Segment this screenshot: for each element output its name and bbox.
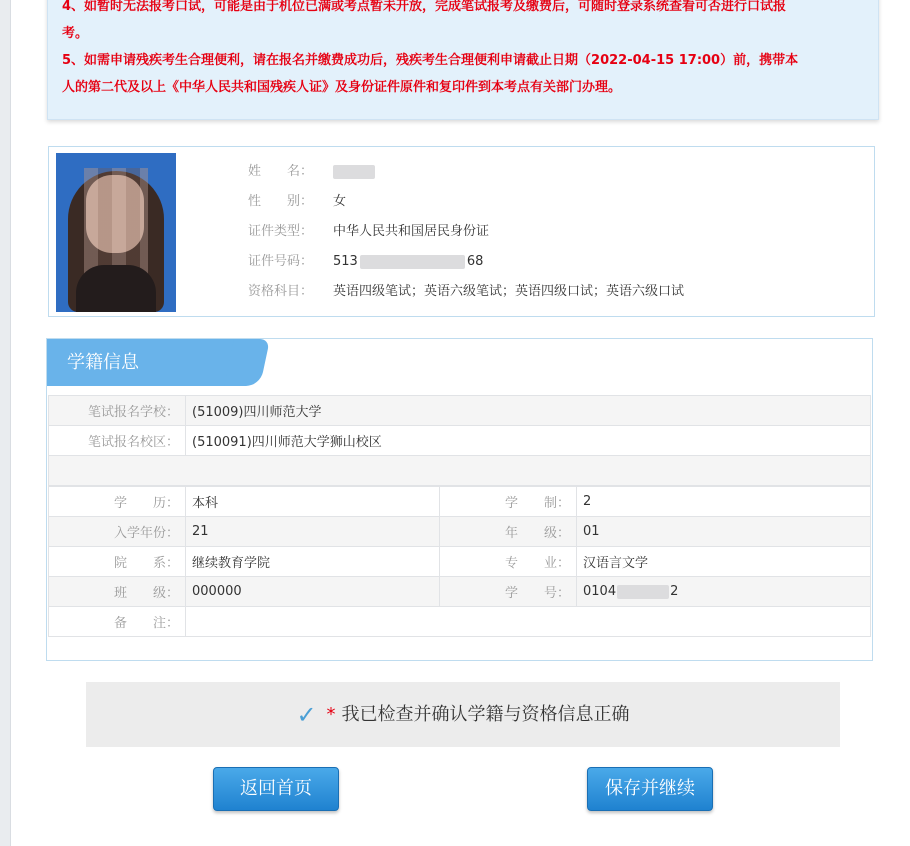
name-label: 姓 名： (248, 164, 314, 179)
remark-value (186, 607, 871, 637)
stuno-prefix: 0104 (583, 584, 617, 599)
stuno-label: 学 号： (440, 577, 577, 607)
grade-value: 01 (577, 517, 871, 547)
major-value: 汉语言文学 (577, 547, 871, 577)
left-rail (0, 0, 11, 846)
class-label: 班 级： (49, 577, 186, 607)
stuno-value (577, 577, 871, 607)
dept-label: 院 系： (49, 547, 186, 577)
school-value: (51009)四川师范大学 (186, 396, 871, 426)
grade-label: 年 级： (440, 517, 577, 547)
redacted-idnum (360, 255, 465, 269)
xueji-detail-table (48, 486, 871, 637)
notice-line-4b: 考。 (62, 26, 89, 41)
duration-label: 学 制： (440, 487, 577, 517)
enroll-value: 21 (186, 517, 440, 547)
table-row (49, 547, 871, 577)
stuno-suffix: 2 (670, 584, 679, 599)
education-value: 本科 (186, 487, 440, 517)
dept-value: 继续教育学院 (186, 547, 440, 577)
remark-label: 备 注： (49, 607, 186, 637)
profile-idtype-row (248, 217, 489, 247)
xueji-school-table (48, 395, 871, 486)
confirm-text: 我已检查并确认学籍与资格信息正确 (341, 704, 630, 725)
major-label: 专 业： (440, 547, 577, 577)
school-label: 笔试报名学校： (49, 396, 186, 426)
idtype-value: 中华人民共和国居民身份证 (333, 224, 490, 239)
education-label: 学 历： (49, 487, 186, 517)
avatar-photo (56, 153, 176, 312)
gender-value: 女 (333, 194, 347, 209)
confirm-checkbox[interactable] (86, 682, 840, 747)
table-row (49, 487, 871, 517)
required-star: * (326, 704, 336, 725)
idnum-suffix: 68 (466, 254, 484, 269)
table-row (49, 517, 871, 547)
enroll-label: 入学年份： (49, 517, 186, 547)
subjects-label: 资格科目： (248, 284, 314, 299)
campus-value: (510091)四川师范大学狮山校区 (186, 426, 871, 456)
profile-card (48, 146, 875, 317)
notice-box (47, 0, 879, 120)
redacted-name (333, 165, 375, 179)
class-value: 000000 (186, 577, 440, 607)
save-continue-button[interactable]: 保存并继续 (587, 767, 713, 811)
notice-line-4a: 4、如暂时无法报考口试，可能是由于机位已满或考点暂未开放，完成笔试报考及缴费后，可随时登录系统查看可否进行口试报 (62, 0, 787, 14)
idtype-label: 证件类型： (248, 224, 314, 239)
gender-label: 性 别： (248, 194, 314, 209)
table-row-spacer (49, 456, 871, 486)
idnum-prefix: 513 (333, 254, 358, 269)
check-icon[interactable]: ✓ (296, 700, 317, 729)
campus-label: 笔试报名校区： (49, 426, 186, 456)
notice-line-5b: 人的第二代及以上《中华人民共和国残疾人证》及身份证件原件和复印件到本考点有关部门办理。 (62, 80, 622, 95)
back-home-button[interactable]: 返回首页 (213, 767, 339, 811)
notice-line-5a: 5、如需申请残疾考生合理便利，请在报名并缴费成功后，残疾考生合理便利申请截止日期（2022-04-15 17:00）前，携带本 (62, 53, 799, 68)
subjects-value: 英语四级笔试；英语六级笔试；英语四级口试；英语六级口试 (333, 284, 685, 299)
profile-subjects-row (248, 277, 684, 307)
table-row (49, 426, 871, 456)
table-row (49, 577, 871, 607)
profile-gender-row (248, 187, 346, 217)
xueji-panel (46, 338, 873, 661)
idnum-label: 证件号码： (248, 254, 314, 269)
xueji-title: 学籍信息 (47, 339, 247, 386)
duration-value: 2 (577, 487, 871, 517)
profile-name-row (248, 157, 375, 187)
table-row (49, 396, 871, 426)
profile-idnum-row (248, 247, 483, 277)
table-row (49, 607, 871, 637)
redacted-stuno (617, 585, 669, 599)
